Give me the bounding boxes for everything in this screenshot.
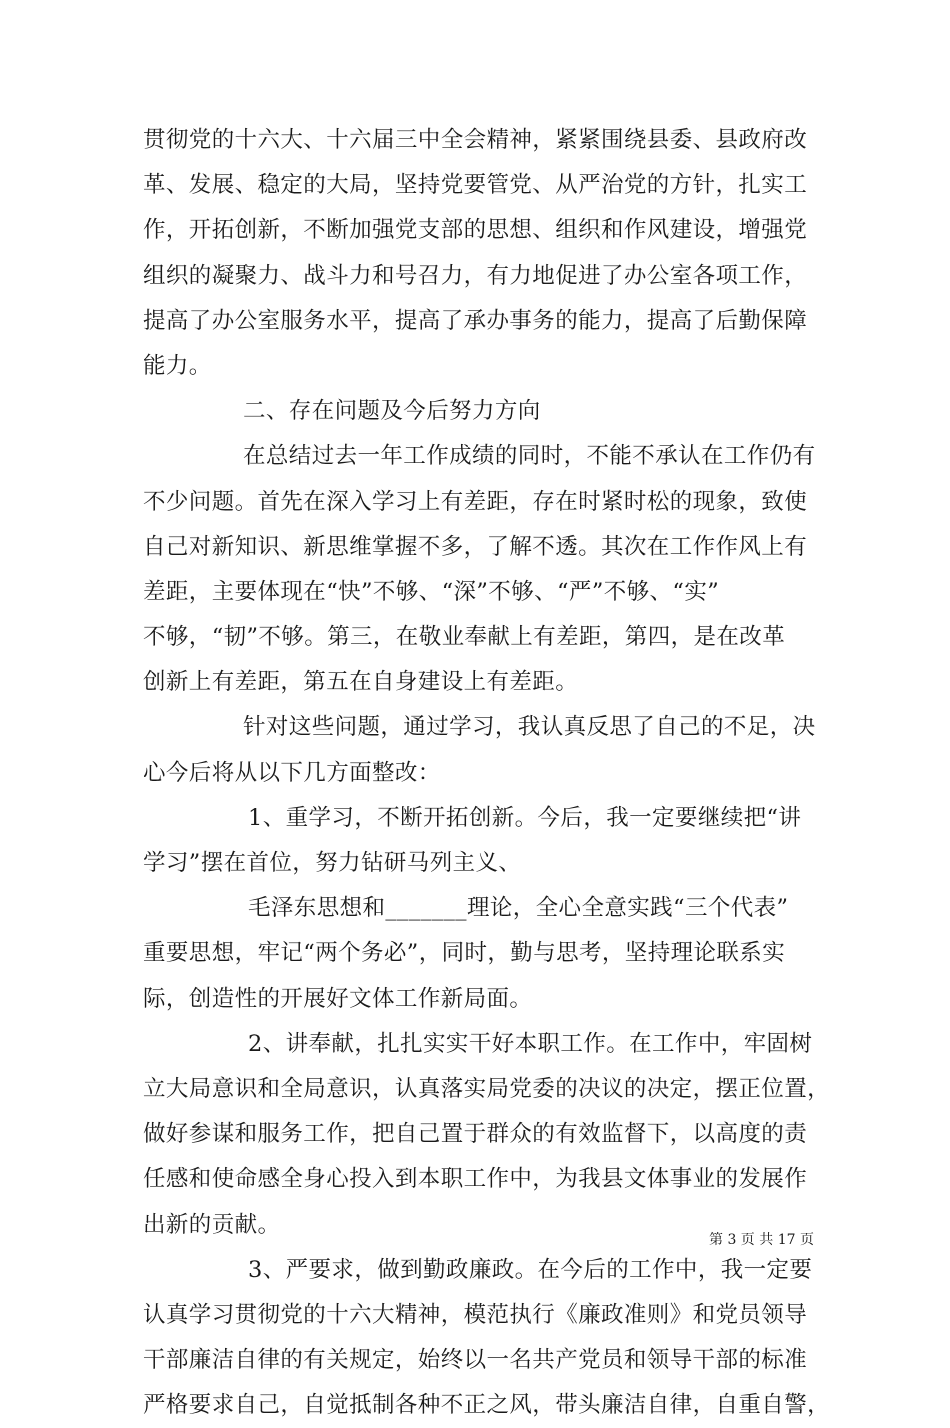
- text-line: 贯彻党的十六大、十六届三中全会精神，紧紧围绕县委、县政府改: [143, 127, 808, 153]
- text-line: 创新上有差距，第五在自身建设上有差距。: [143, 669, 579, 696]
- text-line: 出新的贡献。: [143, 1211, 281, 1238]
- list-item-heading: 2、讲奉献，扎扎实实干好本职工作。在工作中，牢固树: [248, 1030, 813, 1057]
- text-line: 认真学习贯彻党的十六大精神，模范执行《廉政准则》和党员领导: [143, 1301, 808, 1328]
- text-line: 立大局意识和全局意识，认真落实局党委的决议的决定，摆正位置，: [143, 1075, 831, 1102]
- text-line: 严格要求自己，自觉抵制各种不正之风，带头廉洁自律，自重自警，: [143, 1392, 831, 1419]
- text-line: 重要思想，牢记“两个务必”，同时，勤与思考，坚持理论联系实: [143, 940, 786, 967]
- text-line: 不少问题。首先在深入学习上有差距，存在时紧时松的现象，致使: [143, 488, 808, 515]
- section-heading: 二、存在问题及今后努力方向: [243, 398, 541, 425]
- page-number-footer: 第 3 页 共 17 页: [709, 1232, 814, 1248]
- text-line: 做好参谋和服务工作，把自己置于群众的有效监督下，以高度的责: [143, 1121, 808, 1148]
- text-line: 作，开拓创新，不断加强党支部的思想、组织和作风建设，增强党: [143, 217, 808, 244]
- text-line: 不够，“韧”不够。第三，在敬业奉献上有差距，第四，是在改革: [143, 624, 786, 651]
- text-line: 干部廉洁自律的有关规定，始终以一名共产党员和领导干部的标准: [143, 1347, 808, 1374]
- text-line: 自己对新知识、新思维掌握不多，了解不透。其次在工作作风上有: [143, 533, 808, 560]
- text-line: 心今后将从以下几方面整改：: [143, 759, 441, 786]
- text-line: 能力。: [143, 352, 212, 379]
- text-line: 差距，主要体现在“快”不够、“深”不够、“严”不够、“实”: [143, 578, 720, 605]
- text-line: 针对这些问题，通过学习，我认真反思了自己的不足，决: [243, 714, 816, 741]
- text-line: 任感和使命感全身心投入到本职工作中，为我县文体事业的发展作: [143, 1166, 808, 1193]
- list-item-heading: 1、重学习，不断开拓创新。今后，我一定要继续把“讲: [248, 804, 802, 831]
- text-line: 际，创造性的开展好文体工作新局面。: [143, 985, 533, 1012]
- text-line: 组织的凝聚力、战斗力和号召力，有力地促进了办公室各项工作，: [143, 262, 808, 289]
- text-line: 学习”摆在首位，努力钻研马列主义、: [143, 850, 522, 876]
- list-item-heading: 3、严要求，做到勤政廉政。在今后的工作中，我一定要: [248, 1256, 813, 1283]
- text-line: 在总结过去一年工作成绩的同时，不能不承认在工作仍有: [243, 443, 816, 470]
- text-line: 革、发展、稳定的大局，坚持党要管党、从严治党的方针，扎实工: [143, 172, 808, 199]
- text-line: 毛泽东思想和_______理论，全心全意实践“三个代表”: [248, 895, 789, 922]
- text-line: 提高了办公室服务水平，提高了承办事务的能力，提高了后勤保障: [143, 307, 808, 334]
